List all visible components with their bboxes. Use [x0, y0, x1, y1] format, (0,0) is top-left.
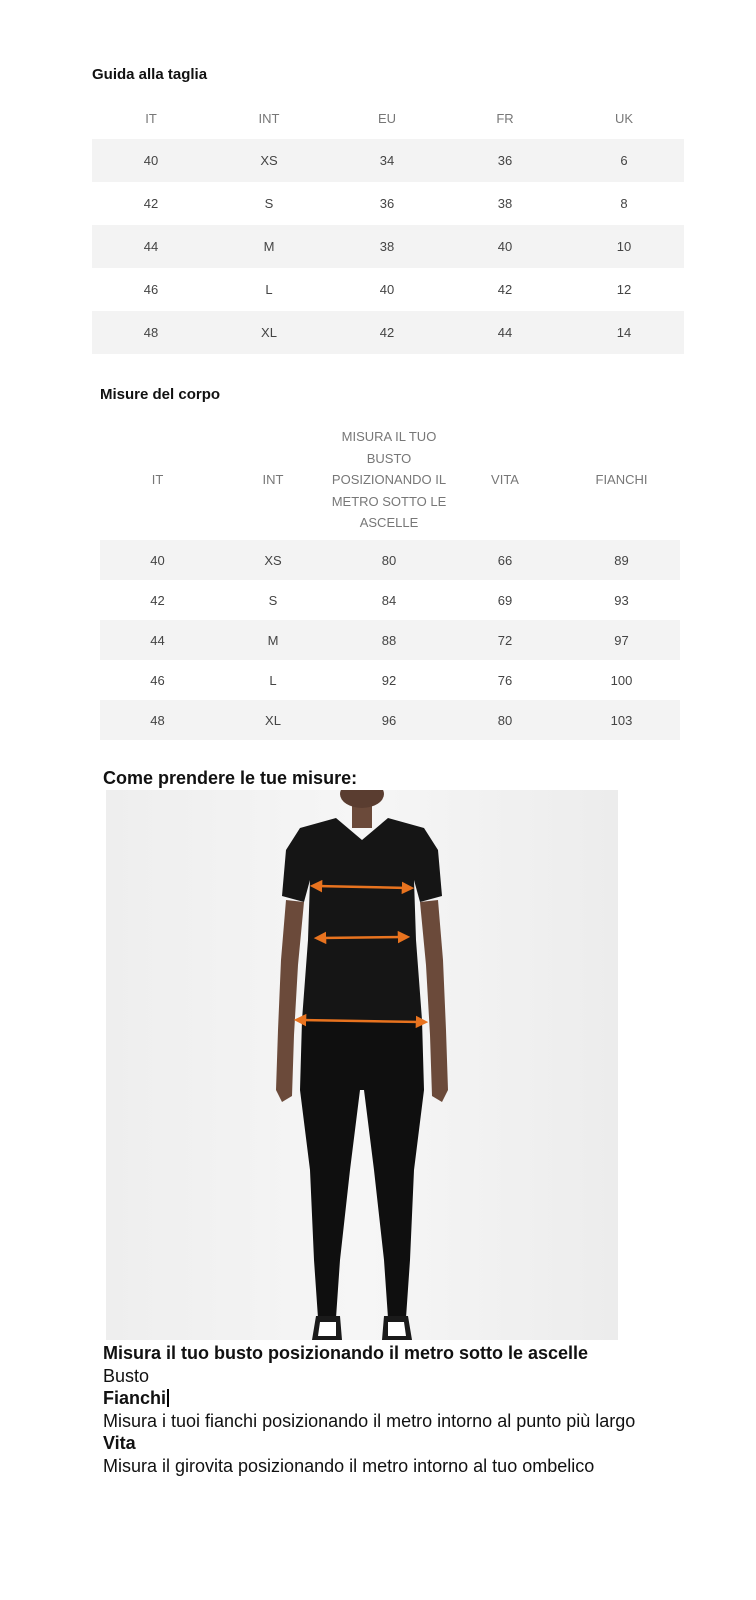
table-cell: 48: [92, 311, 210, 354]
model-measurement-figure-icon: [106, 790, 618, 1340]
table-cell: 10: [564, 225, 684, 268]
bust-heading: Misura il tuo busto posizionando il metro sotto le ascelle: [103, 1343, 589, 1363]
header-cell: IT: [151, 472, 164, 488]
waist-arrow: [320, 937, 404, 938]
table-cell: 66: [447, 540, 563, 580]
table-row: [92, 225, 684, 268]
body-measurements-title: Misure del corpo: [100, 386, 221, 403]
table-cell: 12: [616, 282, 632, 297]
body-measurements-header: [100, 420, 680, 540]
table-cell: 88: [331, 620, 447, 660]
table-cell: 84: [381, 592, 397, 608]
table-cell: 42: [497, 282, 513, 297]
table-cell: 34: [328, 139, 446, 182]
table-cell: 40: [92, 139, 210, 182]
size-guide-header: [92, 97, 684, 139]
table-row: [100, 620, 680, 660]
table-cell: 97: [563, 620, 680, 660]
table-cell: L: [265, 282, 273, 297]
table-cell: 36: [379, 196, 395, 211]
table-row: [100, 700, 680, 740]
table-row: [100, 660, 680, 700]
table-cell: 100: [610, 672, 633, 688]
size-guide-title: Guida alla taglia: [92, 66, 208, 83]
size-guide-table: [92, 97, 684, 354]
table-row: [92, 139, 684, 182]
table-cell: 76: [497, 672, 513, 688]
body-measurements-table: [100, 420, 680, 740]
table-cell: XS: [210, 139, 328, 182]
table-cell: 14: [564, 311, 684, 354]
table-cell: 46: [143, 282, 159, 297]
table-cell: XL: [210, 311, 328, 354]
header-cell: UK: [614, 110, 634, 126]
table-cell: 42: [143, 196, 159, 211]
table-cell: 93: [614, 592, 629, 608]
table-cell: 80: [447, 700, 563, 740]
header-cell: MISURA IL TUO BUSTO POSIZIONANDO IL METRO SOTTO LE ASCELLE: [331, 429, 447, 531]
header-cell: FR: [496, 110, 514, 126]
table-row: [100, 540, 680, 580]
table-cell: 80: [331, 540, 447, 580]
hips-heading: Fianchi: [103, 1388, 167, 1408]
table-cell: 40: [446, 225, 564, 268]
hips-text: Misura i tuoi fianchi posizionando il metro intorno al punto più largo: [103, 1410, 636, 1431]
header-cell: FIANCHI: [595, 472, 648, 488]
table-cell: L: [269, 672, 277, 688]
table-row: [92, 182, 684, 225]
model-photo: [106, 790, 618, 1340]
table-cell: 44: [92, 225, 210, 268]
table-cell: 89: [563, 540, 680, 580]
table-cell: S: [268, 592, 278, 608]
table-cell: 103: [563, 700, 680, 740]
table-cell: 36: [446, 139, 564, 182]
table-cell: 8: [620, 196, 628, 211]
header-cell: VITA: [491, 472, 519, 488]
table-cell: 44: [446, 311, 564, 354]
how-to-measure-title: Come prendere le tue misure:: [103, 768, 358, 788]
table-cell: 96: [331, 700, 447, 740]
table-cell: M: [215, 620, 331, 660]
table-cell: 46: [150, 672, 165, 688]
table-row: [100, 580, 680, 620]
table-cell: M: [210, 225, 328, 268]
waist-heading: Vita: [103, 1433, 136, 1453]
header-cell: INT: [258, 110, 280, 126]
table-row: [92, 268, 684, 311]
measure-instructions: [103, 1342, 723, 1477]
waist-text: Misura il girovita posizionando il metro intorno al tuo ombelico: [103, 1455, 595, 1476]
header-cell: INT: [262, 472, 284, 488]
table-cell: XS: [215, 540, 331, 580]
table-cell: 38: [497, 196, 513, 211]
table-row: [92, 311, 684, 354]
table-cell: 72: [447, 620, 563, 660]
table-cell: 42: [328, 311, 446, 354]
table-cell: S: [264, 196, 274, 211]
text-cursor: [167, 1389, 169, 1407]
table-cell: XL: [215, 700, 331, 740]
table-cell: 40: [100, 540, 215, 580]
table-cell: 92: [381, 672, 397, 688]
table-cell: 40: [379, 282, 395, 297]
table-cell: 69: [497, 592, 513, 608]
table-cell: 6: [564, 139, 684, 182]
header-cell: EU: [377, 110, 397, 126]
bust-label: Busto: [103, 1365, 150, 1386]
table-cell: 48: [100, 700, 215, 740]
table-cell: 38: [328, 225, 446, 268]
table-cell: 44: [100, 620, 215, 660]
table-cell: 42: [150, 592, 165, 608]
header-cell: IT: [145, 110, 157, 126]
